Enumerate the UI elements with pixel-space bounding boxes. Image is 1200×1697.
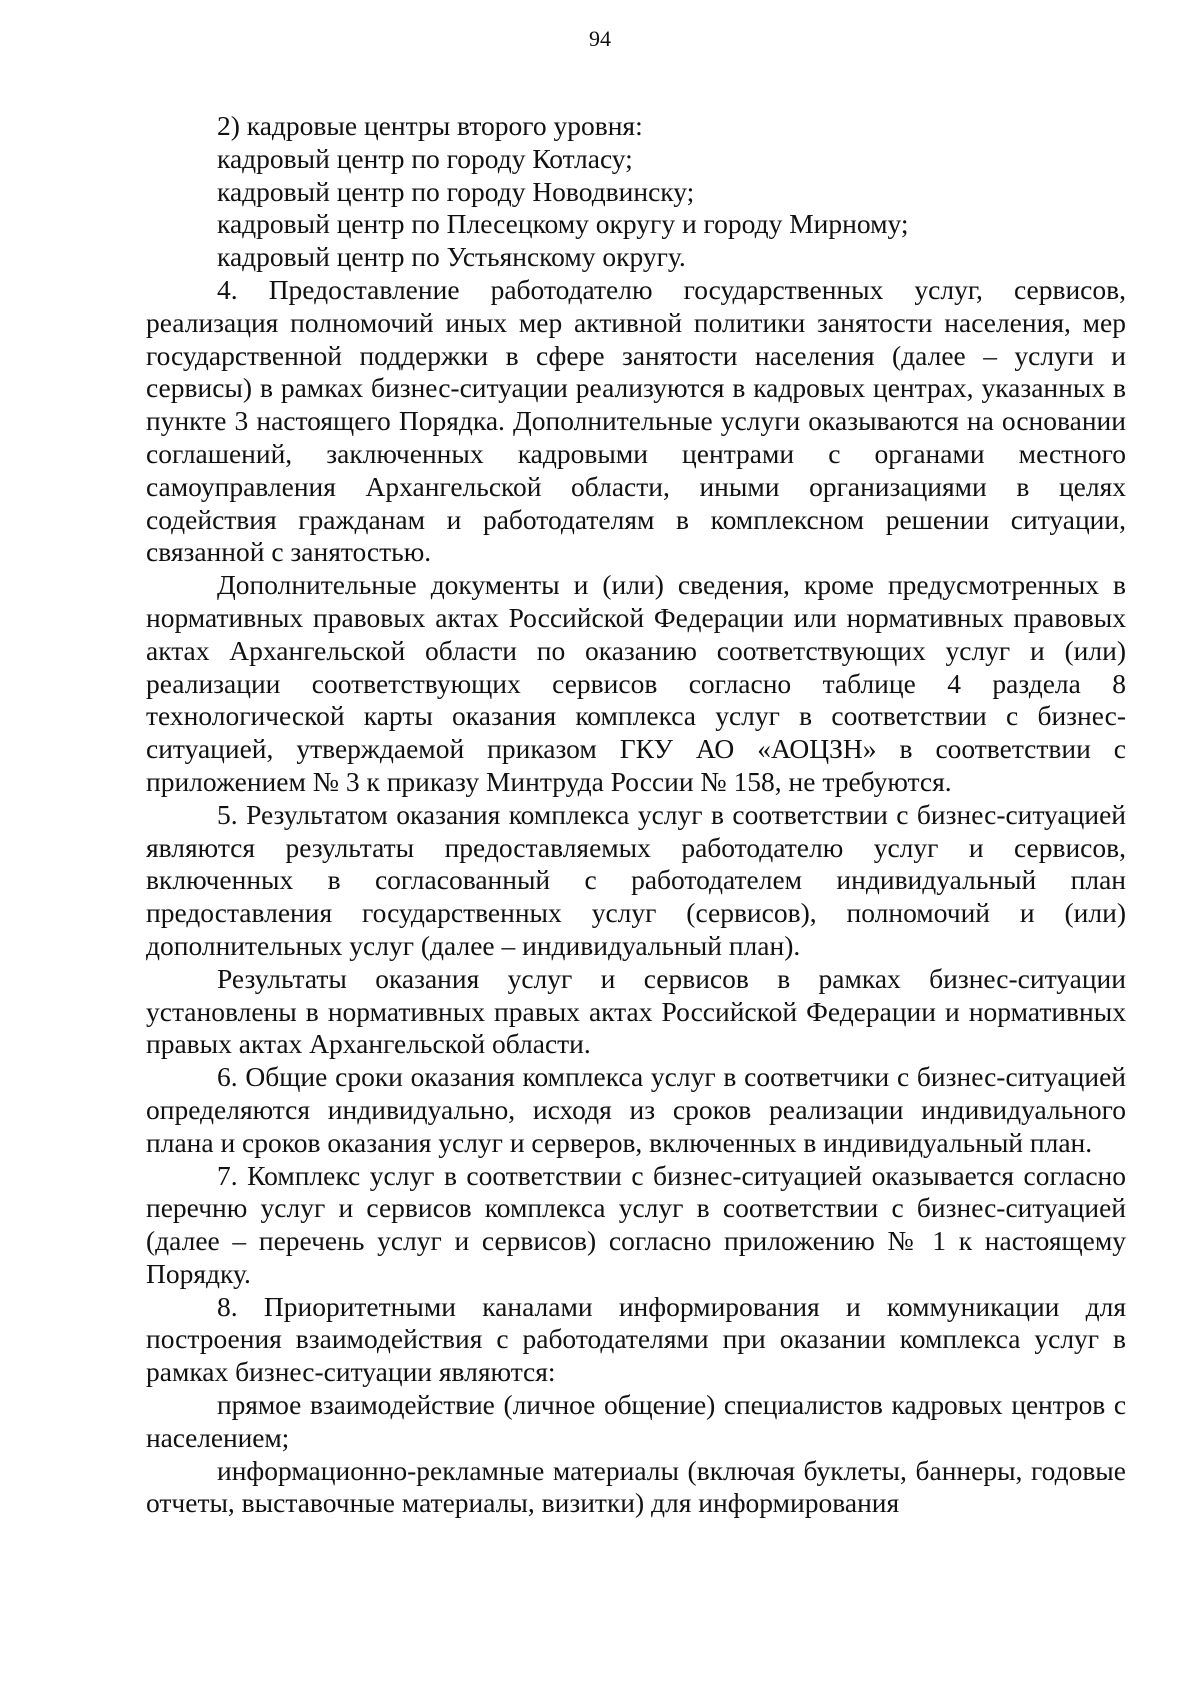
paragraph-results-legal-basis: Результаты оказания услуг и сервисов в рамках бизнес-ситуации установлены в нормативных правых актах Российской Федерации и нормативных правых актах Архангельской области.: [146, 962, 1126, 1060]
page-number: 94: [589, 26, 611, 51]
paragraph-8-priority-channels: 8. Приоритетными каналами информирования и коммуникации для построения взаимодействия с работодателями при оказании комплекса услуг в рамках бизнес-ситуации являются:: [146, 1290, 1126, 1388]
paragraph-additional-documents: Дополнительные документы и (или) сведения, кроме предусмотренных в нормативных правовых актах Российской Федерации или нормативных правовых актах Архангельской области по оказанию соответствующих услуг и (или) реализации соответствующих сервисов согласно таблице 4 раздела 8 технологической карты оказания комплекса услуг в соответствии с бизнес-ситуацией, утверждаемой приказом ГКУ АО «АОЦЗН» в соответствии с приложением № 3 к приказу Минтруда России № 158, не требуются.: [146, 569, 1126, 797]
list-item-plesetsk-mirny-center: кадровый центр по Плесецкому округу и городу Мирному;: [217, 208, 909, 240]
paragraph-5-results: 5. Результатом оказания комплекса услуг в соответствии с бизнес-ситуацией являются результаты предоставляемых работодателю услуг и сервисов, включенных в согласованный с работодателем индивидуальный план предоставления государственных услуг (сервисов), полномочий и (или) дополнительных услуг (далее – индивидуальный план).: [146, 798, 1126, 961]
list-item-promotional-materials: информационно-рекламные материалы (включая буклеты, баннеры, годовые отчеты, выставочные материалы, визитки) для информирования: [146, 1454, 1126, 1519]
list-item-novodvinsk-center: кадровый центр по городу Новодвинску;: [217, 175, 695, 207]
paragraph-6-general-terms: 6. Общие сроки оказания комплекса услуг в соответчики с бизнес-ситуацией определяются индивидуально, исходя из сроков реализации индивидуального плана и сроков оказания услуг и серверов, включенных в индивидуальный план.: [146, 1061, 1126, 1158]
paragraph-7-services-list: 7. Комплекс услуг в соответствии с бизнес-ситуацией оказывается согласно перечню услуг и сервисов комплекса услуг в соответствии с бизнес-ситуацией (далее – перечень услуг и сервисов) согласно приложению № 1 к настоящему Порядку.: [146, 1159, 1126, 1289]
document-body: [146, 110, 1126, 1520]
list-item-direct-interaction: прямое взаимодействие (личное общение) специалистов кадровых центров с населением;: [146, 1389, 1126, 1453]
list-heading-second-level-centers: 2) кадровые центры второго уровня:: [217, 110, 643, 141]
paragraph-4-services-provision: 4. Предоставление работодателю государственных услуг, сервисов, реализация полномочий иных мер активной политики занятости населения, мер государственной поддержки в сфере занятости населения (далее – услуги и сервисы) в рамках бизнес-ситуации реализуются в кадровых центрах, указанных в пункте 3 настоящего Порядка. Дополнительные услуги оказываются на основании соглашений, заключенных кадровыми центрами с органами местного самоуправления Архангельской области, иными организациями в целях содействия гражданам и работодателям в комплексном решении ситуации, связанной с занятостью.: [146, 273, 1126, 568]
list-item-kotlas-center: кадровый центр по городу Котласу;: [217, 142, 633, 174]
list-item-ustya-center: кадровый центр по Устьянскому округу.: [217, 241, 686, 273]
